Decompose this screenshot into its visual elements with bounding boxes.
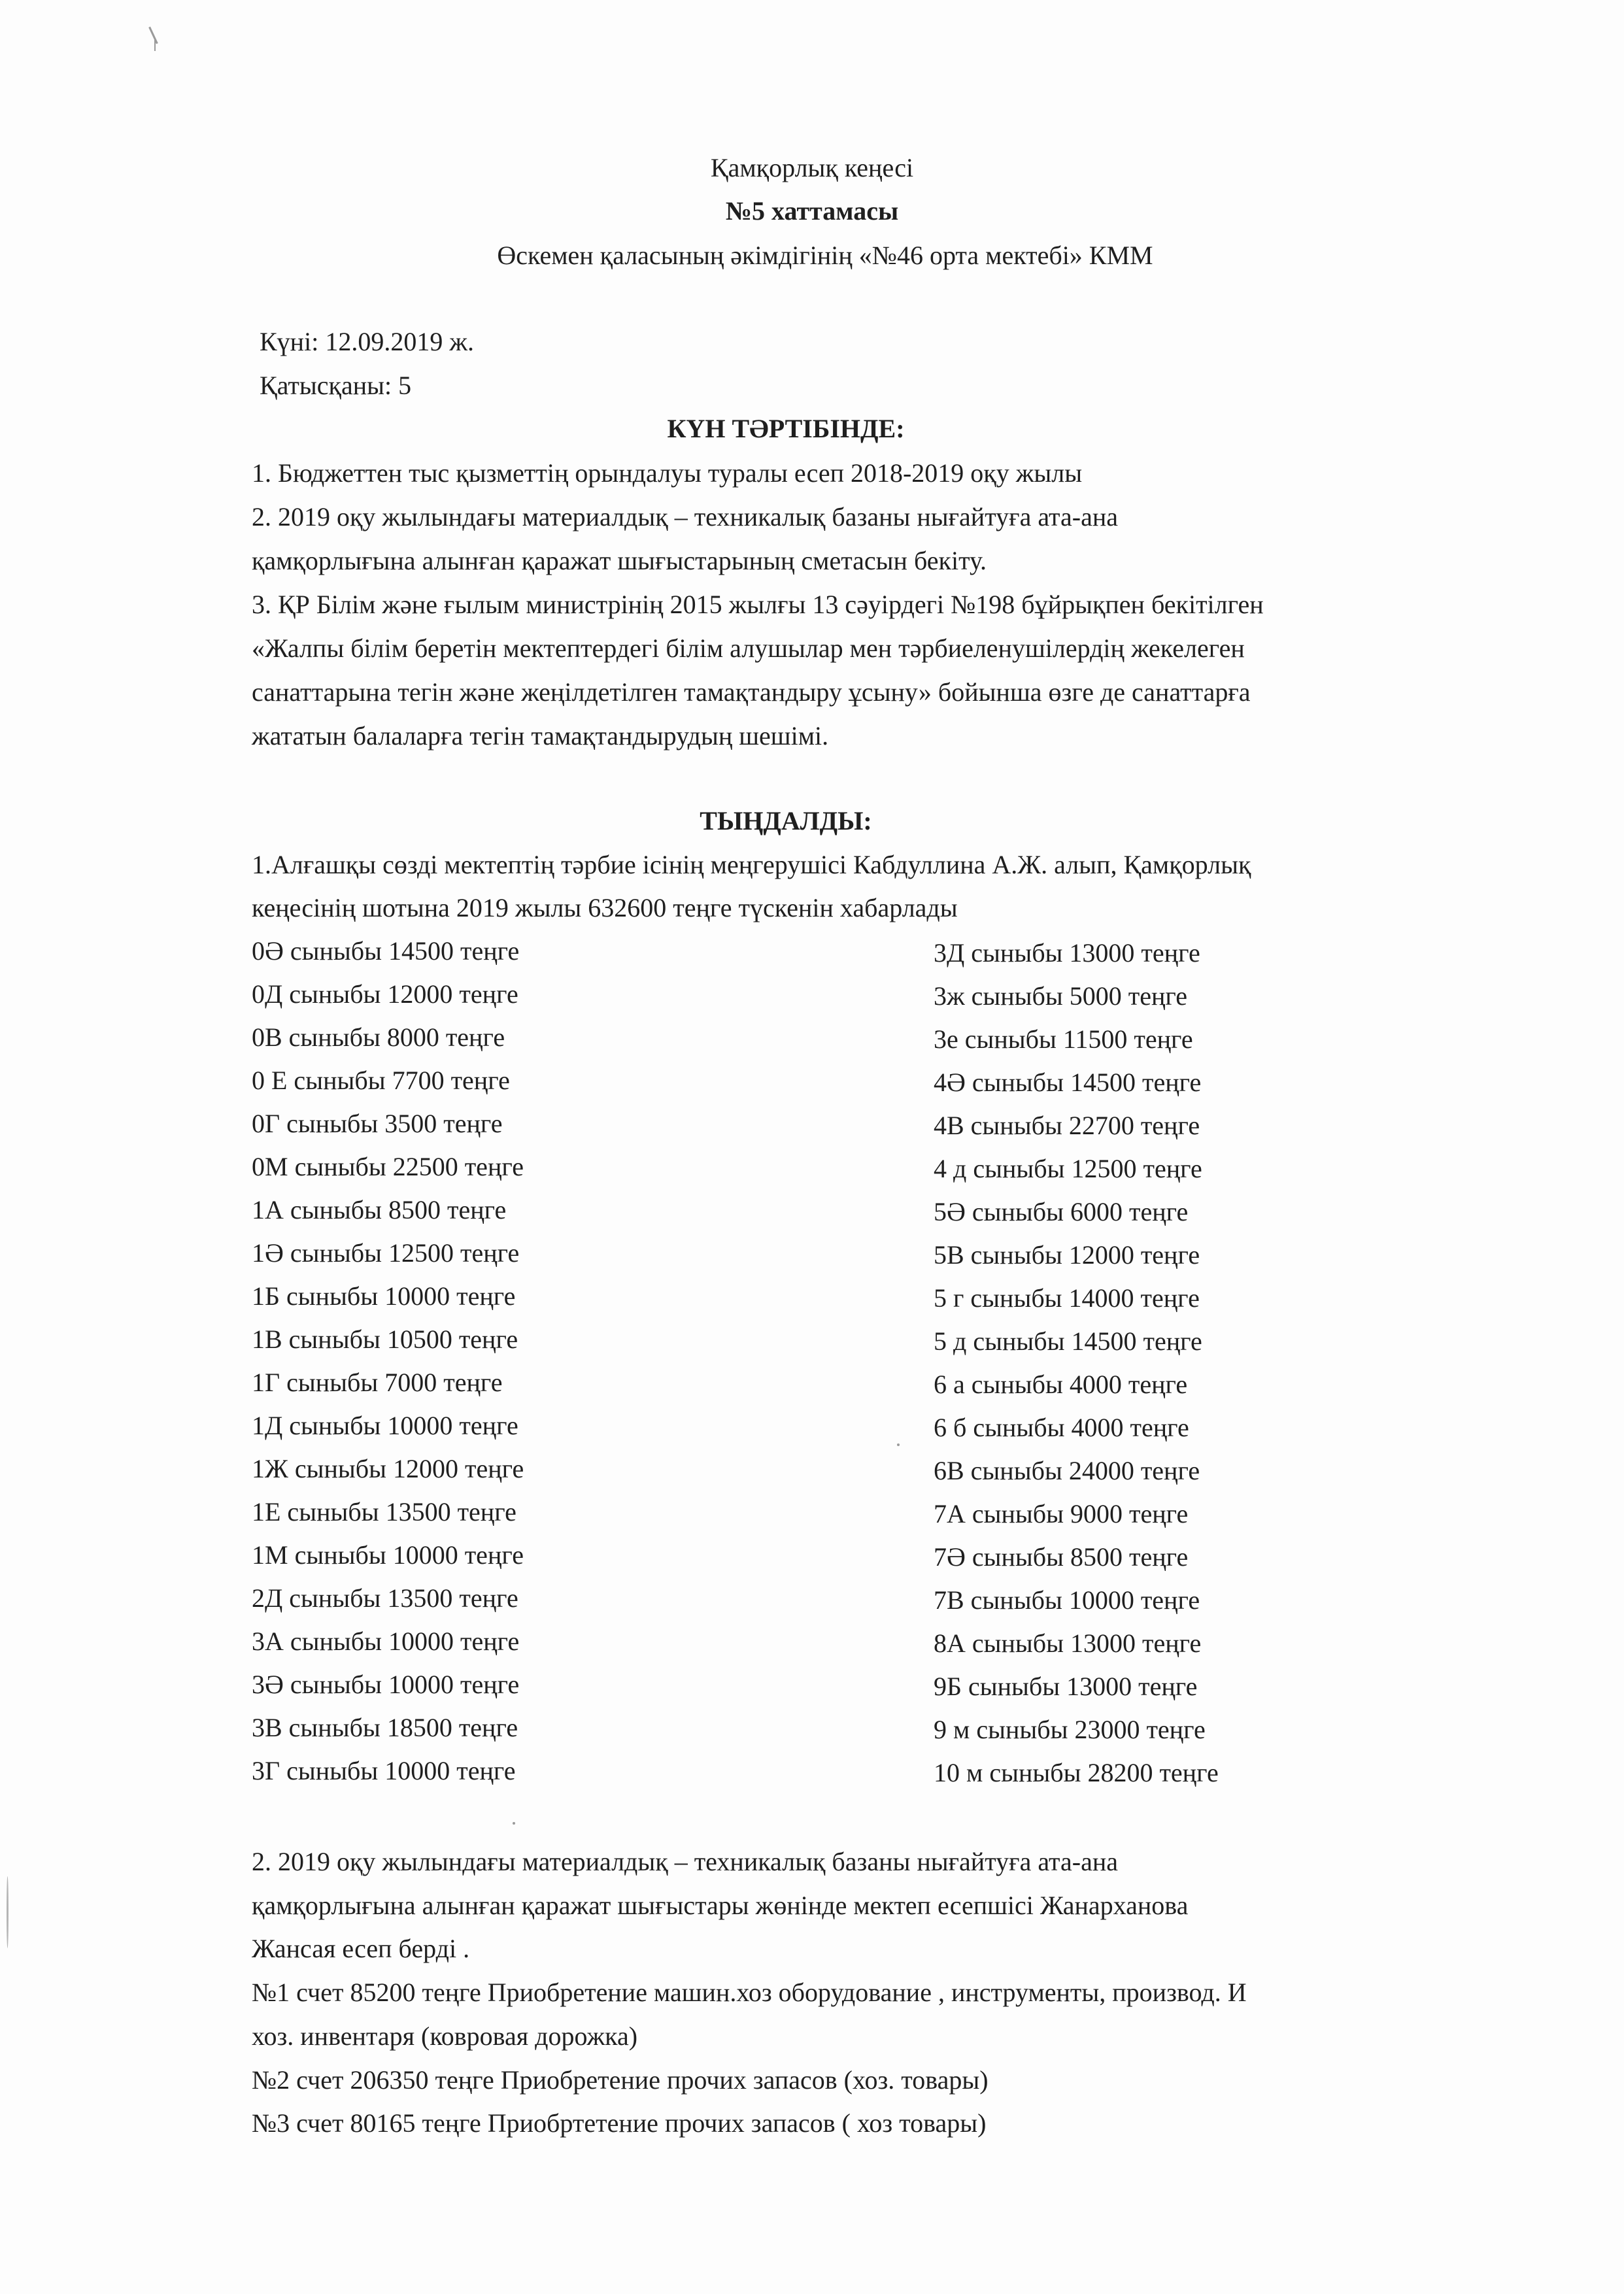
scan-mark [154, 39, 156, 51]
class-left-item: 3А сыныбы 10000 теңге [252, 1627, 520, 1656]
dot-mark [513, 1822, 515, 1825]
report-line: №3 счет 80165 теңге Приобртетение прочих запасов ( хоз товары) [252, 2108, 987, 2138]
scan-mark [7, 1876, 8, 1948]
agenda-line: 2. 2019 оқу жылындағы материалдық – техникалық базаны нығайтуға ата-ана [252, 502, 1118, 531]
class-right-item: 3ж сыныбы 5000 теңге [934, 981, 1188, 1011]
class-right-item: 4Ә сыныбы 14500 теңге [934, 1068, 1202, 1097]
class-left-item: 0Д сыныбы 12000 теңге [252, 979, 518, 1009]
class-right-item: 6В сыныбы 24000 теңге [934, 1456, 1200, 1485]
organization-title: Өскемен қаласының әкімдігінің «№46 орта мектебі» КММ [497, 241, 1153, 270]
class-left-item: 1Д сыныбы 10000 теңге [252, 1411, 518, 1440]
class-left-item: 1М сыныбы 10000 теңге [252, 1540, 524, 1570]
protocol-title: №5 хаттамасы [725, 196, 899, 226]
class-right-item: 3е сыныбы 11500 теңге [934, 1024, 1193, 1054]
dot-mark [897, 1443, 900, 1446]
class-right-item: 9Б сыныбы 13000 теңге [934, 1672, 1198, 1701]
class-right-item: 5 г сыныбы 14000 теңге [934, 1283, 1200, 1313]
class-left-item: 1Ә сыныбы 12500 теңге [252, 1238, 520, 1268]
class-left-item: 3Г сыныбы 10000 теңге [252, 1756, 516, 1785]
class-left-item: 3В сыныбы 18500 теңге [252, 1713, 518, 1742]
class-right-item: 4В сыныбы 22700 теңге [934, 1111, 1200, 1140]
class-right-item: 6 б сыныбы 4000 теңге [934, 1413, 1189, 1442]
class-left-item: 0М сыныбы 22500 теңге [252, 1152, 524, 1181]
agenda-line: 1. Бюджеттен тыс қызметтің орындалуы туралы есеп 2018-2019 оқу жылы [252, 458, 1083, 488]
class-right-item: 7Ә сыныбы 8500 теңге [934, 1542, 1189, 1572]
class-right-item: 5В сыныбы 12000 теңге [934, 1240, 1200, 1270]
class-right-item: 9 м сыныбы 23000 теңге [934, 1715, 1206, 1744]
report-line: қамқорлығына алынған қаражат шығыстары жөнінде мектеп есепшісі Жанарханова [252, 1891, 1189, 1920]
attendance-count: Қатысқаны: 5 [260, 371, 412, 400]
agenda-line: қамқорлығына алынған қаражат шығыстарының сметасын бекіту. [252, 546, 987, 575]
class-right-item: 4 д сыныбы 12500 теңге [934, 1154, 1202, 1183]
class-right-item: 5Ә сыныбы 6000 теңге [934, 1197, 1189, 1226]
class-left-item: 0 Е сыныбы 7700 теңге [252, 1066, 510, 1095]
council-title: Қамқорлық кеңесі [710, 153, 914, 182]
class-right-item: 6 а сыныбы 4000 теңге [934, 1370, 1188, 1399]
class-left-item: 1Ж сыныбы 12000 теңге [252, 1454, 524, 1483]
class-right-item: 10 м сыныбы 28200 теңге [934, 1758, 1219, 1787]
class-left-item: 1Г сыныбы 7000 теңге [252, 1368, 503, 1397]
agenda-heading: КҮН ТӘРТІБІНДЕ: [667, 414, 905, 443]
agenda-line: «Жалпы білім беретін мектептердегі білім алушылар мен тәрбиеленушілердің жекелеген [252, 633, 1245, 663]
report-line: хоз. инвентаря (ковровая дорожка) [252, 2021, 638, 2051]
scan-mark [148, 27, 158, 44]
class-left-item: 0В сыныбы 8000 теңге [252, 1022, 505, 1052]
report-line: №2 счет 206350 теңге Приобретение прочих запасов (хоз. товары) [252, 2065, 989, 2095]
class-left-item: 0Г сыныбы 3500 теңге [252, 1109, 503, 1138]
agenda-line: санаттарына тегін және жеңілдетілген тамақтандыру ұсыну» бойынша өзге де санаттарға [252, 677, 1251, 707]
report-line: №1 счет 85200 теңге Приобретение машин.хоз оборудование , инструменты, производ. И [252, 1978, 1247, 2007]
heard-intro-line: кеңесінің шотына 2019 жылы 632600 теңге түскенін хабарлады [252, 893, 958, 922]
class-right-item: 8А сыныбы 13000 теңге [934, 1628, 1202, 1658]
heard-heading: ТЫҢДАЛДЫ: [700, 806, 872, 835]
class-left-item: 1Б сыныбы 10000 теңге [252, 1281, 516, 1311]
class-right-item: 5 д сыныбы 14500 теңге [934, 1326, 1202, 1356]
agenda-line: жататын балаларға тегін тамақтандырудың шешімі. [252, 721, 829, 751]
report-line: Жансая есеп берді . [252, 1934, 470, 1963]
class-left-item: 1В сыныбы 10500 теңге [252, 1324, 518, 1354]
heard-intro-line: 1.Алғашқы сөзді мектептің тәрбие ісінің меңгерушісі Кабдуллина А.Ж. алып, Қамқорлық [252, 850, 1251, 879]
report-line: 2. 2019 оқу жылындағы материалдық – техникалық базаны нығайтуға ата-ана [252, 1847, 1118, 1876]
class-right-item: 3Д сыныбы 13000 теңге [934, 938, 1200, 968]
class-left-item: 2Д сыныбы 13500 теңге [252, 1583, 518, 1613]
class-left-item: 1Е сыныбы 13500 теңге [252, 1497, 516, 1527]
class-right-item: 7В сыныбы 10000 теңге [934, 1585, 1200, 1615]
class-left-item: 0Ә сыныбы 14500 теңге [252, 936, 520, 966]
agenda-line: 3. ҚР Білім және ғылым министрінің 2015 жылғы 13 сәуірдегі №198 бұйрықпен бекітілген [252, 590, 1264, 619]
class-right-item: 7А сыныбы 9000 теңге [934, 1499, 1189, 1528]
meeting-date: Күні: 12.09.2019 ж. [260, 327, 474, 356]
class-left-item: 3Ә сыныбы 10000 теңге [252, 1670, 520, 1699]
class-left-item: 1А сыныбы 8500 теңге [252, 1195, 507, 1224]
